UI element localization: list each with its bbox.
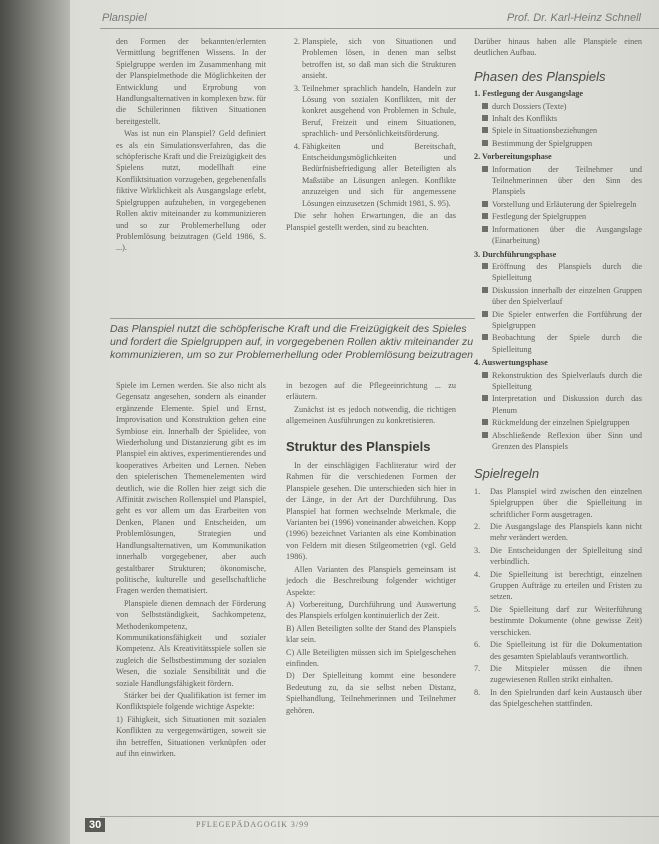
rule-item: [474, 687, 642, 710]
square-bullet-icon: [482, 140, 488, 146]
column-2-top: [286, 36, 456, 234]
rule-item: [474, 486, 642, 520]
phase-title: 1. Festlegung der Ausgangslage: [474, 89, 584, 99]
header-rule: [100, 28, 659, 29]
column-2-bottom: [286, 380, 456, 717]
square-bullet-icon: [482, 166, 488, 172]
rule-text: Die Ausgangslage des Planspiels kann nicht mehr verändert werden.: [490, 522, 642, 543]
rule-item: [474, 604, 642, 638]
page-number: 30: [85, 818, 105, 832]
paragraph: Darüber hinaus haben alle Planspiele einen deutlichen Aufbau.: [474, 37, 642, 58]
phase-title: 3. Durchführungsphase: [474, 249, 557, 259]
rule-number: 4.: [474, 569, 481, 579]
column-1-top: [116, 36, 266, 255]
column-1-bottom: [116, 380, 266, 760]
paragraph: Zunächst ist es jedoch notwendig, die richtigen allgemeinen Ausführungen zu konkretisieren.: [286, 404, 456, 426]
square-bullet-icon: [482, 213, 488, 219]
bullet-text: Interpretation und Diskussion durch das Plenum: [492, 394, 642, 415]
rule-text: In den Spielrunden darf kein Austausch über das Spielgeschehen stattfinden.: [490, 687, 642, 709]
section-heading-spielregeln: Spielregeln: [474, 466, 540, 482]
paragraph: Was ist nun ein Planspiel? Geld definiert es als ein Simulationsverfahren, das die schöpferische Kraft und die Freizügigkeit des Spielens nutzt, modellhaft eine Konfliktsituation vorzugeben, gegebenenfalls fiktive Wirklichkeit als Ausgangslage erlebt, Spielgruppen aufzuheben, in vorgegebenen Rollen aktiv miteinander zu kommunizieren und so zur Problemerhellung oder Problemlösung beizutragen (Geld 1986, S. ...).: [116, 129, 266, 253]
rule-text: Das Planspiel wird zwischen den einzelnen Spielgruppen über die Spielleitung in schriftlicher Form ausgetragen.: [490, 486, 642, 519]
rule-text: Die Mitspieler müssen die ihnen zugewiesenen Rollen strikt einhalten.: [490, 663, 642, 685]
square-bullet-icon: [482, 334, 488, 340]
numbered-list: [286, 36, 456, 209]
paragraph: Planspiele dienen demnach der Förderung von Selbstständigkeit, Sachkompetenz, Methodenkompetenz, Kommunikationsfähigkeit und sozialer Kompetenz. Als Kreativitätsspiele sollen sie zugleich die Selbstbestimmung der sozialen Wesen, die soziale Sensibilität und die soziale Handlungsfähigkeit fördern.: [116, 598, 266, 688]
rule-number: 5.: [474, 604, 481, 614]
section-heading-struktur: Struktur des Planspiels: [286, 438, 431, 454]
rule-item: [474, 639, 642, 662]
list-item: D) Der Spielleitung kommt eine besondere Bedeutung zu, da sie selbst neben Distanz, Spielhandlung, Teilnehmerinnen und Teilnehmer gehören.: [286, 671, 456, 715]
list-item: 3. Teilnehmer sprachlich handeln, Handeln zur Lösung von sozialen Konflikten, mit der konkret ausgehend von Problemen in Schule, Beruf, Freizeit und einem Situationen, sprachlich- und Persönlichkeitsförderung.: [302, 83, 456, 140]
paragraph: In der einschlägigen Fachliteratur wird der Rahmen für die verschiedenen Formen der Planspiele gesehen. Die unterschieden sich hier in der Länge, in der Art der Durchführung. Das Planspiel hat formen wechselnde Merkmale, die Varianten bei (1996) voneinander abweichen. Kopp (1996) bezeichnet Varianten als eine Kombination von Feldern mit diesen Stilgeometrien (vgl. Geld 1986).: [286, 461, 456, 562]
square-bullet-icon: [482, 127, 488, 133]
pull-quote-text: Das Planspiel nutzt die schöpferische Kraft und die Freizügigkeit des Spieles und fordert die Spielgruppen auf, in vorgegebenen Rollen aktiv miteinander zu kommunizieren, um so zur Problemerhellung oder Problemlösung beizutragen: [110, 323, 474, 361]
rule-text: Die Spielleitung ist für die Dokumentation des gesamten Spielablaufs verantwortlich.: [490, 640, 642, 661]
bullet-text: Information der Teilnehmer und Teilnehmerinnen über den Sinn des Planspiels: [492, 164, 642, 197]
rule-text: Die Entscheidungen der Spielleitung sind verbindlich.: [490, 545, 642, 567]
phase-bullet-item: [482, 285, 642, 308]
footer-rule: [100, 816, 659, 817]
rule-item: [474, 521, 642, 544]
bullet-text: Inhalt des Konflikts: [492, 114, 558, 124]
bullet-text: Vorstellung und Erläuterung der Spielregeln: [492, 199, 637, 209]
section-heading-phasen: Phasen des Planspiels: [474, 68, 606, 84]
bullet-text: Rekonstruktion des Spielverlaufs durch die Spielleitung: [492, 370, 642, 391]
rule-number: 1.: [474, 486, 481, 496]
square-bullet-icon: [482, 419, 488, 425]
bullet-text: durch Dossiers (Texte): [492, 101, 567, 111]
list-item: A) Vorbereitung, Durchführung und Auswertung des Planspiels erfolgen kontinuierlich der Zeit.: [286, 599, 456, 621]
square-bullet-icon: [482, 432, 488, 438]
phase-bullet-item: [482, 138, 642, 149]
square-bullet-icon: [482, 395, 488, 401]
phase-bullet-item: [482, 211, 642, 222]
list-item: 2. Planspiele, sich von Situationen und Problemen lösen, in denen man selbst betroffen ist, so daß man sich die Strukturen ansieht.: [302, 36, 456, 82]
paragraph: den Formen der bekannten/erlernten Vermittlung begriffenen Wissens. In der Spielgruppe werden im Zusammenhang mit der Planspielmethode die Möglichkeiten der Entwicklung und Erprobung von Handlungsalternativen in komplexen bzw. für die Schülerinnen fiktiven Situationen bereitgestellt.: [116, 37, 266, 126]
rule-item: [474, 545, 642, 568]
bullet-text: Diskussion innerhalb der einzelnen Gruppen über den Spielverlauf: [492, 285, 642, 307]
bullet-text: Die Spieler entwerfen die Fortführung der Spielgruppen: [492, 309, 642, 330]
rule-item: [474, 569, 642, 603]
rules-list: [474, 486, 642, 710]
column-3: [474, 36, 642, 711]
list-item: B) Allen Beteiligten sollte der Stand des Planspiels klar sein.: [286, 623, 456, 645]
rule-number: 8.: [474, 687, 481, 697]
paragraph: in bezogen auf die Pflegeeinrichtung ... zu erläutern.: [286, 381, 456, 402]
rule-text: Die Spielleitung darf zur Weiterführung bestimmte Dokumente (ohne gewisse Zeit) verschicken.: [490, 604, 642, 637]
phase-bullet-item: [482, 199, 642, 210]
phase-bullet-item: [482, 393, 642, 416]
paragraph: Die sehr hohen Erwartungen, die an das Planspiel gestellt werden, sind zu beachten.: [286, 211, 456, 232]
rule-number: 6.: [474, 640, 481, 650]
phase-bullet-item: [482, 370, 642, 393]
phase-bullet-item: [482, 261, 642, 284]
bullet-text: Spiele in Situationsbeziehungen: [492, 126, 598, 136]
paragraph: Allen Varianten des Planspiels gemeinsam ist jedoch die Beschreibung folgender wichtiger Aspekte:: [286, 564, 456, 597]
rule-text: Die Spielleitung ist berechtigt, einzelnen Gruppen Aufträge zu erteilen und Fristen zu setzen.: [490, 569, 642, 602]
square-bullet-icon: [482, 201, 488, 207]
bullet-text: Informationen über die Ausgangslage (Einarbeitung): [492, 224, 642, 246]
phase-bullet-item: [482, 125, 642, 136]
phase-bullet-item: [482, 417, 642, 428]
phase-bullet-item: [482, 309, 642, 332]
list-item: C) Alle Beteiligten müssen sich im Spielgeschehen einfinden.: [286, 647, 456, 668]
phase-bullet-item: [482, 332, 642, 355]
phases-list: [474, 88, 642, 452]
phase-title: 2. Vorbereitungsphase: [474, 152, 552, 162]
book-spine-shadow: [0, 0, 70, 844]
phase-bullet-item: [482, 430, 642, 453]
square-bullet-icon: [482, 372, 488, 378]
square-bullet-icon: [482, 103, 488, 109]
paragraph: Stärker bei der Qualifikation ist ferner im Konfliktspiele folgende wichtige Aspekte:: [116, 690, 266, 712]
rule-number: 7.: [474, 663, 481, 673]
bullet-text: Festlegung der Spielgruppen: [492, 212, 587, 222]
list-item: 1) Fähigkeit, sich Situationen mit sozialen Konflikten zu vergegenwärtigen, soweit sie ihn betreffen, Situationen verknüpfen oder auf ihn einwirken.: [116, 714, 266, 758]
running-header-right: Prof. Dr. Karl-Heinz Schnell: [506, 12, 641, 24]
square-bullet-icon: [482, 287, 488, 293]
rule-number: 2.: [474, 522, 481, 532]
square-bullet-icon: [482, 115, 488, 121]
phase-title: 4. Auswertungsphase: [474, 358, 548, 368]
square-bullet-icon: [482, 311, 488, 317]
phase-bullet-item: [482, 101, 642, 112]
pull-quote: [110, 318, 475, 362]
bullet-text: Rückmeldung der einzelnen Spielgruppen: [492, 418, 630, 428]
bullet-text: Beobachtung der Spiele durch die Spielleitung: [492, 333, 642, 354]
square-bullet-icon: [482, 263, 488, 269]
paragraph: Spiele im Lernen werden. Sie also nicht als Gegensatz angesehen, sondern als einander ergänzende Elemente. Spiel und Ernst, Improvisation und Konstruktion gehen eine Symbiose ein. Innerhalb der Spielidee, von Wiederholung und Distanzierung gibt es im Planspiel ein aktives, experimentierendes und kooperatives Arbeiten und Lernen. Neben den spielerischen Themenelementen wird deutlich, wie die Rollen hier zeigt sich die Affinität zwischen Rollenspiel und Planspiel, geht es vor allem um das Erarbeiten von Denken, Planen und Entscheiden, um Problemlösungen, Strategien und Handlungsalternativen, um Kommunikation innerhalb vorgegebener, aber auch gestaltbarer Strukturen; ökonomische, politische, kulturelle und gesellschaftliche Fragen werden thematisiert.: [116, 381, 266, 596]
rule-number: 3.: [474, 545, 481, 555]
running-header-left: Planspiel: [102, 12, 147, 24]
list-item: 4. Fähigkeiten und Bereitschaft, Entscheidungsmöglichkeiten und Bedürfnisbefriedigung aller Beteiligten als Maßstäbe an Lösungen anlegen. Konflikte anzuzeigen und sich für angemessene Lösungen einzusetzen (Schmidt 1981, S. 95).: [302, 141, 456, 209]
phase-bullet-item: [482, 113, 642, 124]
bullet-text: Abschließende Reflexion über Sinn und Grenzen des Planspiels: [492, 430, 642, 451]
phase-bullet-item: [482, 224, 642, 247]
bullet-text: Eröffnung des Planspiels durch die Spielleitung: [492, 261, 642, 283]
square-bullet-icon: [482, 226, 488, 232]
bullet-text: Bestimmung der Spielgruppen: [492, 138, 593, 148]
rule-item: [474, 663, 642, 686]
magazine-name: PFLEGEPÄDAGOGIK 3/99: [196, 820, 310, 829]
phase-bullet-item: [482, 164, 642, 198]
